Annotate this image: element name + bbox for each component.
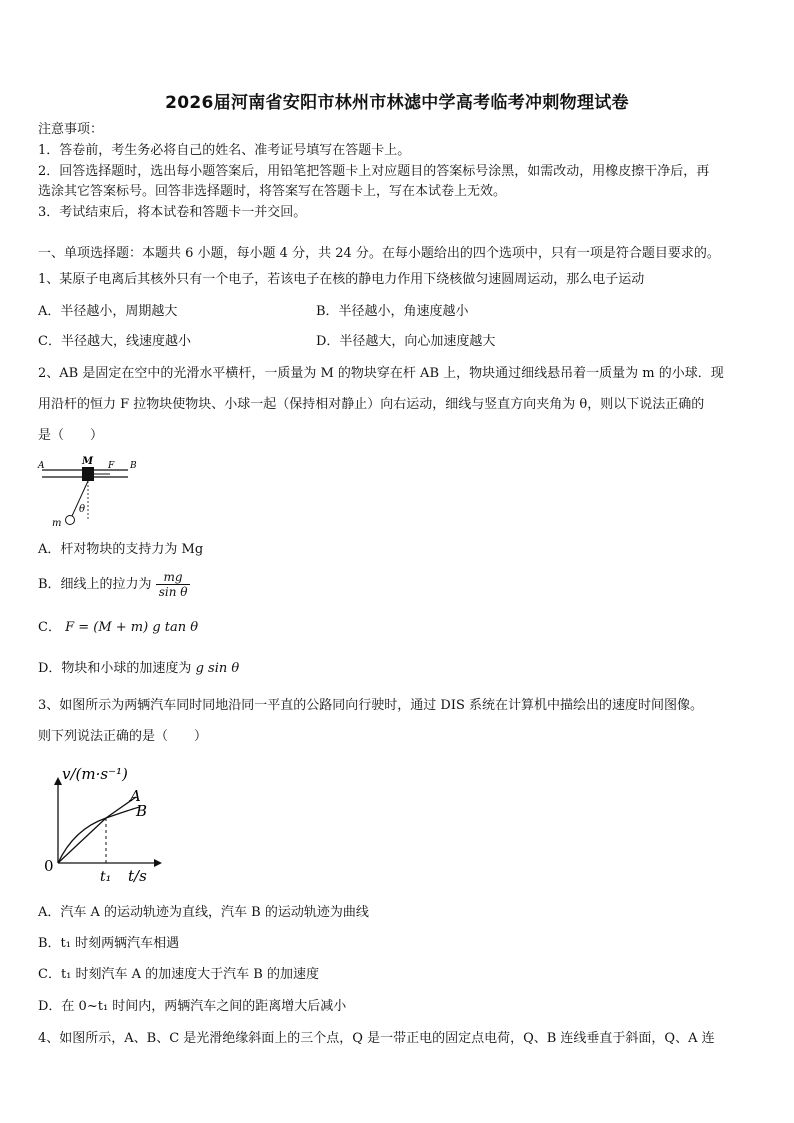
fraction-numerator: mg [156,570,191,585]
q3-velocity-time-graph [40,755,170,890]
q3-stem: 3、如图所示为两辆汽车同时同地沿同一平直的公路同向行驶时，通过 DIS 系统在计算机中描绘出的速度时间图像。 [38,698,704,713]
q2-option-b [38,570,190,599]
q2-option-c-label: C． [38,620,61,635]
section-heading: 一、单项选择题：本题共 6 小题，每小题 4 分，共 24 分。在每小题给出的四个选项中，只有一项是符合题目要求的。 [38,246,720,261]
q1-option-d: D．半径越大，向心加速度越大 [316,334,496,349]
q3-option-a: A．汽车 A 的运动轨迹为直线，汽车 B 的运动轨迹为曲线 [38,905,369,920]
notice-item: 1．答卷前，考生务必将自己的姓名、准考证号填写在答题卡上。 [38,143,411,158]
y-axis-label: v/(m·s⁻¹) [62,765,128,783]
q2-option-b-fraction [156,570,191,599]
exam-title: 2026届河南省安阳市林州市林滤中学高考临考冲刺物理试卷 [165,93,629,113]
q2-option-d-text: D．物块和小球的加速度为 [38,661,192,676]
label-f: F [108,461,115,471]
y-axis-arrow-icon [54,777,62,785]
q1-option-b: B．半径越小，角速度越小 [316,304,469,319]
curve-b-label: B [136,802,148,820]
q2-stem: 是（ ） [38,428,104,443]
q2-option-b-text: B．细线上的拉力为 [38,577,152,592]
q2-option-a: A．杆对物块的支持力为 Mg [38,542,204,557]
q2-stem: 2、AB 是固定在空中的光滑水平横杆，一质量为 M 的物块穿在杆 AB 上，物块通过细线悬吊着一质量为 m 的小球．现 [38,366,724,381]
q1-option-c: C．半径越大，线速度越小 [38,334,191,349]
q1-stem: 1、某原子电离后其核外只有一个电子，若该电子在核的静电力作用下绕核做匀速圆周运动，那么电子运动 [38,272,645,287]
label-a: A [38,461,45,471]
curve-b [58,807,140,863]
t1-label: t₁ [100,869,112,885]
q2-option-c-formula: F = (M + m) g tan θ [65,620,199,635]
q3-option-d: D．在 0~t₁ 时间内，两辆汽车之间的距离增大后减小 [38,999,347,1014]
q4-stem: 4、如图所示，A、B、C 是光滑绝缘斜面上的三个点，Q 是一带正电的固定点电荷，Q、B 连线垂直于斜面，Q、A 连 [38,1031,715,1046]
q3-option-b: B．t₁ 时刻两辆汽车相遇 [38,936,180,951]
notice-heading: 注意事项： [38,122,104,137]
q3-option-c: C．t₁ 时刻汽车 A 的加速度大于汽车 B 的加速度 [38,967,319,982]
q2-option-c [38,620,198,636]
label-m-block: M [82,456,94,467]
label-theta: θ [79,504,86,515]
q2-stem: 用沿杆的恒力 F 拉物块使物块、小球一起（保持相对静止）向右运动，细线与竖直方向夹角为 θ，则以下说法正确的 [38,397,705,412]
label-b: B [130,461,137,471]
curve-a-label: A [130,787,141,805]
notice-item: 选涂其它答案标号。回答非选择题时，将答案写在答题卡上，写在本试卷上无效。 [38,184,507,199]
q2-figure [34,452,146,532]
x-axis-label: t/s [128,867,147,885]
notice-item: 3．考试结束后，将本试卷和答题卡一并交回。 [38,205,307,220]
fraction-denominator: sin θ [158,585,188,599]
q1-option-a: A．半径越小，周期越大 [38,304,178,319]
origin-label: 0 [44,857,54,875]
curve-a [58,797,136,863]
label-m-ball: m [52,518,62,529]
q2-option-d [38,661,239,677]
q2-option-d-formula: g sin θ [195,661,240,676]
x-axis-arrow-icon [154,859,162,867]
q3-stem: 则下列说法正确的是（ ） [38,729,208,744]
notice-item: 2．回答选择题时，选出每小题答案后，用铅笔把答题卡上对应题目的答案标号涂黑，如需改动，用橡皮擦干净后，再 [38,164,710,179]
